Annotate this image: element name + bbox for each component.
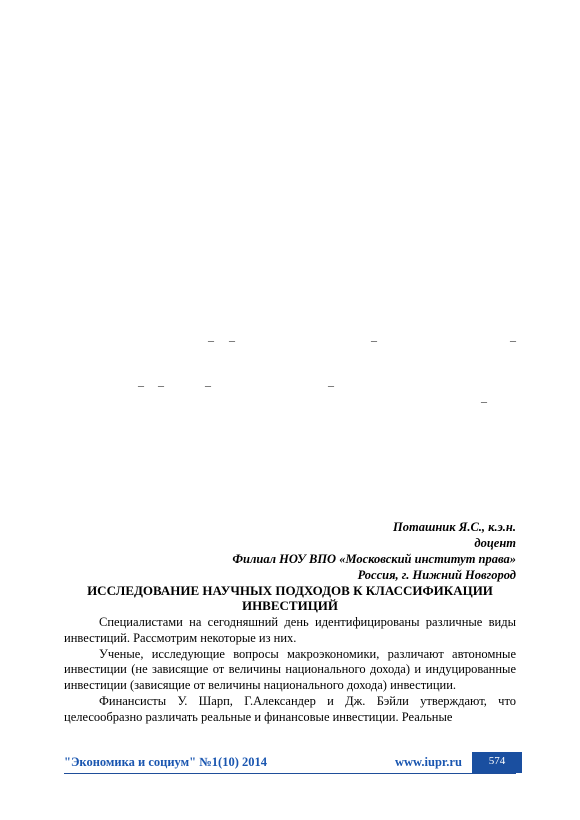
page-footer bbox=[64, 752, 516, 774]
author-name: Поташник Я.С., к.э.н. bbox=[393, 520, 516, 534]
paragraph: Ученые, исследующие вопросы макроэкономики, различают автономные инвестиции (не зависящие от величины национального дохода) и индуцированные инвестиции (зависящие от величины национального дохода) инвестиции. bbox=[64, 646, 516, 693]
stray-dash: – bbox=[205, 378, 211, 392]
footer-journal-title: "Экономика и социум" №1(10) 2014 bbox=[64, 755, 267, 769]
stray-dash: – bbox=[158, 378, 164, 392]
stray-dash: – bbox=[229, 333, 235, 347]
stray-dash: – bbox=[208, 333, 214, 347]
author-position: доцент bbox=[474, 536, 516, 550]
author-block bbox=[232, 519, 516, 583]
paragraph: Специалистами на сегодняшний день идентифицированы различные виды инвестиций. Рассмотрим некоторые из них. bbox=[64, 615, 516, 645]
footer-site-link[interactable]: www.iupr.ru bbox=[395, 755, 462, 769]
page-number: 574 bbox=[472, 752, 522, 773]
author-location: Россия, г. Нижний Новгород bbox=[357, 568, 516, 582]
stray-dash: – bbox=[510, 333, 516, 347]
author-affiliation: Филиал НОУ ВПО «Московский институт права» bbox=[232, 552, 516, 566]
article-body bbox=[64, 615, 516, 726]
stray-dash: – bbox=[138, 378, 144, 392]
stray-dash: – bbox=[481, 394, 487, 408]
stray-dash: – bbox=[371, 333, 377, 347]
article-title: ИССЛЕДОВАНИЕ НАУЧНЫХ ПОДХОДОВ К КЛАССИФИКАЦИИ ИНВЕСТИЦИЙ bbox=[87, 583, 493, 613]
paragraph: Финансисты У. Шарп, Г.Александер и Дж. Бэйли утверждают, что целесообразно различать реальные и финансовые инвестиции. Реальные bbox=[64, 693, 516, 724]
stray-dash: – bbox=[328, 378, 334, 392]
